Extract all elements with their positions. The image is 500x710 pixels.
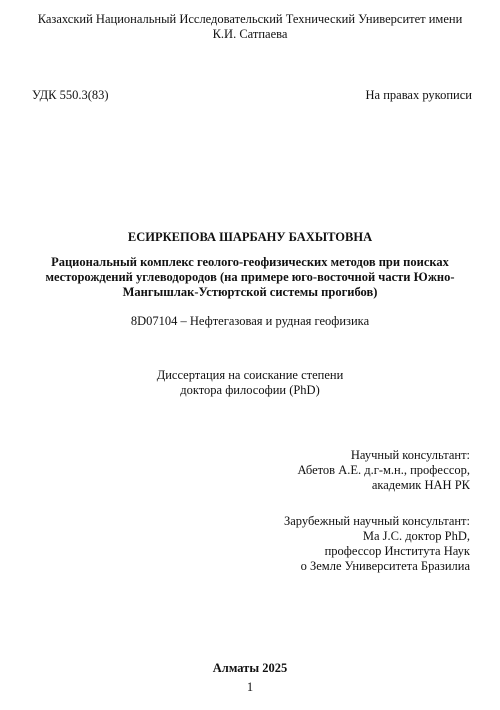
foreign-consultant-line3: о Земле Университета Бразилиа	[300, 559, 470, 573]
degree-line2: доктора философии (PhD)	[180, 383, 320, 397]
city-year: Алматы 2025	[212, 661, 288, 675]
degree-line1: Диссертация на соискание степени	[156, 368, 344, 382]
foreign-consultant	[284, 514, 470, 574]
specialty: 8D07104 – Нефтегазовая и рудная геофизика	[130, 314, 370, 328]
page-number: 1	[246, 680, 254, 694]
title-line1: Рациональный комплекс геолого-геофизических методов при поисках	[51, 255, 449, 269]
udk-code: УДК 550.3(83)	[32, 88, 109, 102]
consultant-label: Научный консультант:	[350, 448, 470, 462]
manuscript-rights: На правах рукописи	[365, 88, 472, 102]
foreign-consultant-label: Зарубежный научный консультант:	[283, 514, 470, 528]
university-header	[0, 12, 500, 42]
dissertation-degree	[0, 368, 500, 398]
consultant-line2: академик НАН РК	[371, 478, 470, 492]
university-name-line1: Казахский Национальный Исследовательский Технический Университет имени	[37, 12, 463, 26]
university-name-line2: К.И. Сатпаева	[212, 27, 288, 41]
title-line3: Мангышлак-Устюртской системы прогибов)	[122, 285, 378, 299]
author-name: ЕСИРКЕПОВА ШАРБАНУ БАХЫТОВНА	[127, 230, 373, 244]
foreign-consultant-line1: Ma J.C. доктор PhD,	[362, 529, 470, 543]
dissertation-title	[0, 255, 500, 300]
title-line2: месторождений углеводородов (на примере юго-восточной части Южно-	[45, 270, 455, 284]
foreign-consultant-line2: профессор Института Наук	[324, 544, 470, 558]
consultant-line1: Абетов А.Е. д.г-м.н., профессор,	[297, 463, 470, 477]
scientific-consultant	[298, 448, 471, 493]
